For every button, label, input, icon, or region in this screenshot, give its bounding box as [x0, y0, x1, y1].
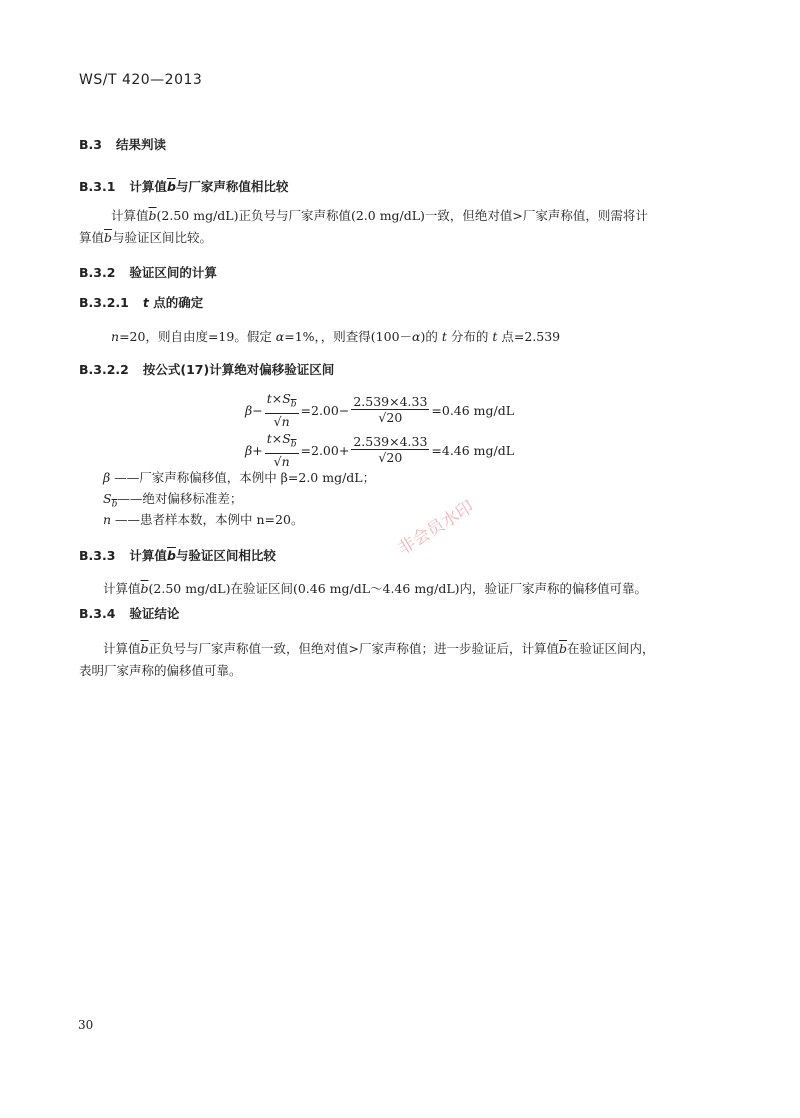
section-b34-heading: [79, 604, 179, 622]
eq-mid: =2.00+: [300, 442, 350, 458]
section-number: B.3.2.2: [79, 362, 129, 377]
title-part: 计算值: [129, 548, 167, 563]
t-symbol: t: [492, 329, 498, 344]
definition-text: ——绝对偏移标准差；: [117, 491, 243, 506]
section-title: 验证结论: [129, 606, 180, 621]
numerator: 2.539×4.33: [353, 394, 428, 410]
symbol: β: [103, 470, 111, 485]
symbol: S: [103, 491, 112, 506]
text: 与验证区间比较。: [112, 230, 213, 245]
denominator: √20: [378, 450, 403, 466]
page-number: 30: [78, 1018, 94, 1032]
n-symbol: n: [111, 329, 120, 344]
watermark: 非会员水印: [394, 497, 478, 560]
fraction: [351, 394, 429, 426]
denominator: √20: [378, 410, 403, 426]
numerator: [265, 431, 299, 454]
text: 计算值: [103, 641, 141, 656]
t-symbol: t: [441, 329, 447, 344]
section-title: 点的确定: [148, 295, 204, 310]
section-number: B.3.2.1: [79, 295, 129, 310]
definition-text: ——厂家声称偏移值，本例中 β=2.0 mg/dL；: [110, 470, 376, 485]
eq-rhs: =0.46 mg/dL: [431, 402, 515, 418]
b-bar-symbol: $\overline{b}$: [148, 208, 157, 223]
b-bar-symbol: $\overline{b}$: [140, 581, 149, 596]
equation-upper-bound: [245, 431, 514, 470]
eq-rhs: =4.46 mg/dL: [431, 442, 515, 458]
fraction: [265, 391, 299, 430]
text: 分布的: [446, 329, 493, 344]
text: 正负号与厂家声称值一致，但绝对值>厂家声称值；进一步验证后，计算值: [148, 641, 560, 656]
definition-beta: [103, 467, 375, 488]
equation-lower-bound: [245, 391, 514, 430]
b-bar-symbol: $\overline{b}$: [559, 641, 568, 656]
section-number: B.3.3: [79, 548, 116, 563]
paragraph-line: [111, 326, 560, 348]
subscript: b: [111, 499, 118, 510]
b-bar-symbol: $\overline{b}$: [166, 548, 176, 563]
paragraph-line: [103, 578, 647, 600]
subscript: b: [290, 399, 297, 410]
t-symbol: t: [142, 295, 149, 310]
section-title: 按公式(17)计算绝对偏移验证区间: [142, 362, 335, 377]
fraction: [265, 431, 299, 470]
denominator: √n: [273, 453, 290, 469]
text: )的: [420, 329, 442, 344]
section-number: B.3: [79, 137, 102, 152]
b-bar-symbol: $\overline{b}$: [104, 230, 113, 245]
section-title: 验证区间的计算: [129, 265, 217, 280]
symbol: n: [103, 512, 112, 527]
alpha-symbol: α: [275, 329, 285, 344]
section-number: B.3.2: [79, 265, 116, 280]
text: (2.50 mg/dL)正负号与厂家声称值(2.0 mg/dL)一致，但绝对值>厂家声称值，则需将计: [156, 208, 648, 223]
num-text: t×S: [266, 431, 291, 446]
definition-n: [103, 509, 303, 530]
text: 计算值: [103, 581, 141, 596]
document-header: WS/T 420—2013: [79, 72, 203, 88]
text: 计算值: [111, 208, 149, 223]
title-part: 与验证区间相比较: [175, 548, 276, 563]
alpha-symbol: α: [412, 329, 421, 344]
numerator: [265, 391, 299, 414]
definition-text: ——患者样本数，本例中 n=20。: [111, 512, 304, 527]
text: =20，则自由度=19。假定: [119, 329, 276, 344]
denominator: √n: [273, 413, 290, 429]
b-bar-symbol: $\overline{b}$: [166, 179, 176, 194]
text: 算值: [79, 230, 105, 245]
numerator: 2.539×4.33: [353, 434, 428, 450]
eq-lhs: β−: [245, 402, 263, 418]
section-b322-heading: [79, 360, 334, 378]
section-title: 结果判读: [115, 137, 166, 152]
section-number: B.3.4: [79, 606, 116, 621]
text: 点=2.539: [497, 329, 561, 344]
section-b3-heading: [79, 135, 166, 153]
b-bar-symbol: $\overline{b}$: [140, 641, 149, 656]
title-part: 计算值: [129, 179, 167, 194]
section-b33-heading: [79, 546, 276, 564]
eq-lhs: β+: [245, 442, 263, 458]
section-b321-heading: [79, 293, 203, 311]
text: 在验证区间内，: [567, 641, 655, 656]
text: (2.50 mg/dL)在验证区间(0.46 mg/dL～4.46 mg/dL)内，验证厂家声称的偏移值可靠。: [148, 581, 648, 596]
paragraph-line: [111, 205, 648, 227]
text: =1%，，则查得(100－: [284, 329, 413, 344]
paragraph-line: [103, 638, 655, 660]
section-number: B.3.1: [79, 179, 116, 194]
paragraph-line: [79, 660, 242, 682]
title-part: 与厂家声称值相比较: [175, 179, 289, 194]
subscript: b: [290, 439, 297, 450]
eq-mid: =2.00−: [300, 402, 350, 418]
text: 表明厂家声称的偏移值可靠。: [79, 663, 242, 678]
fraction: [351, 434, 429, 466]
paragraph-line: [79, 227, 212, 249]
num-text: t×S: [266, 391, 291, 406]
section-b32-heading: [79, 263, 217, 281]
section-b31-heading: [79, 177, 288, 195]
